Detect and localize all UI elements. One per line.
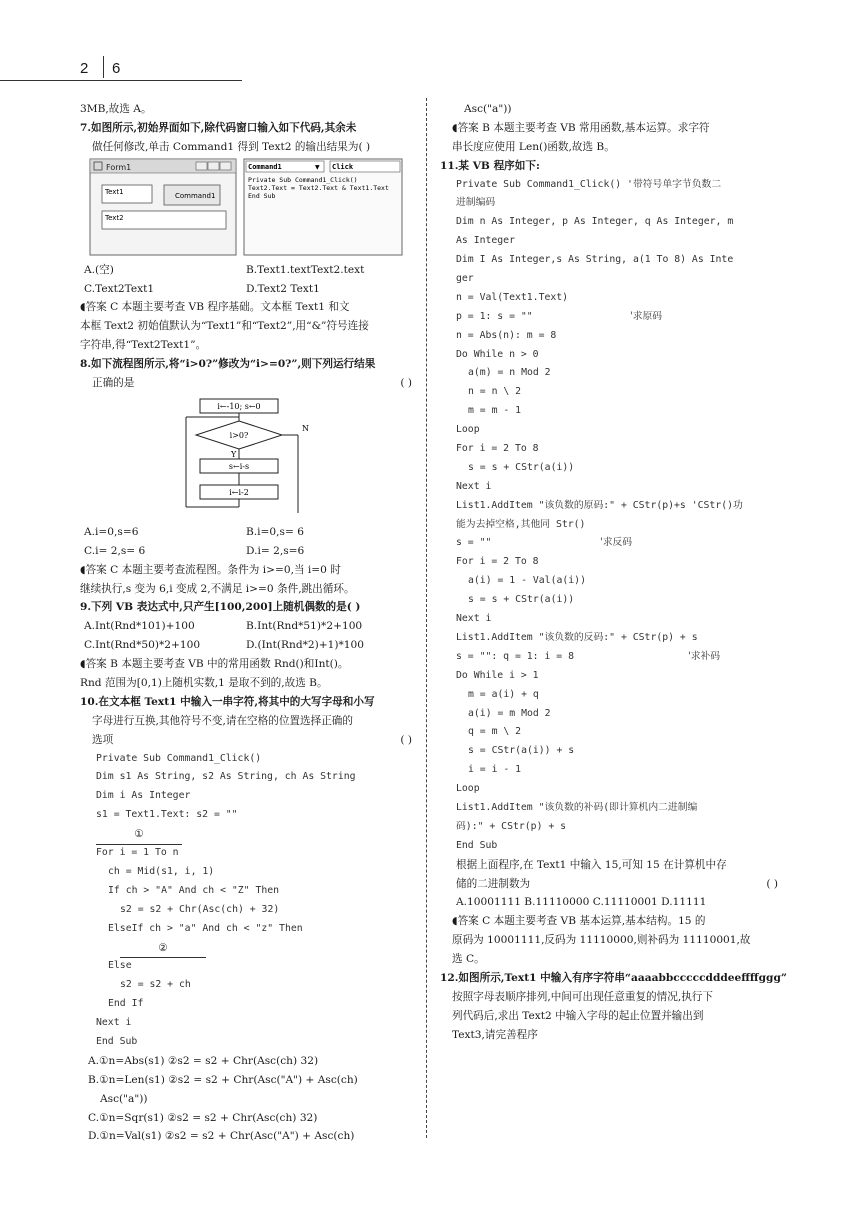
answer-line: 字符串,得“Text2Text1”。	[80, 339, 207, 352]
code-line: End Sub	[96, 1035, 138, 1047]
close-icon	[220, 162, 231, 170]
code-line: Else	[108, 960, 132, 972]
code-line: ElseIf ch > "a" And ch < "z" Then	[108, 922, 303, 934]
question-11-line: 根据上面程序,在 Text1 中输入 15,可知 15 在计算机中存	[456, 858, 727, 871]
code-line: As Integer	[456, 235, 515, 247]
vb-ide-screenshot	[80, 157, 412, 261]
option-b[interactable]: B.①n=Len(s1) ②s2 = s2 + Chr(Asc("A") + Asc(ch)	[88, 1073, 358, 1086]
svg-text:Y: Y	[231, 449, 237, 459]
option-d[interactable]: D.①n=Val(s1) ②s2 = s2 + Chr(Asc("A") + Asc(ch)	[88, 1130, 355, 1143]
code-line: End If	[108, 998, 144, 1010]
svg-text:i←i-2: i←i-2	[229, 487, 249, 497]
code-line: a(m) = n Mod 2	[468, 367, 551, 379]
blank-2[interactable]: ②	[120, 939, 206, 959]
question-7-line: 7.如图所示,初始界面如下,除代码窗口输入如下代码,其余未	[80, 121, 357, 134]
maximize-icon	[208, 162, 219, 170]
option-row	[80, 617, 412, 636]
text-line: 3MB,故选 A。	[80, 103, 152, 115]
question-12-line: 按照字母表顺序排列,中间可出现任意重复的情况,执行下	[452, 990, 713, 1003]
code-line: For i = 2 To 8	[456, 556, 539, 568]
code-line: m = m - 1	[468, 405, 522, 417]
code-line: p = 1: s = "" '求原码	[456, 310, 663, 322]
question-12-line: Text3,请完善程序	[452, 1028, 538, 1041]
option-d-continued: Asc("a"))	[464, 103, 512, 115]
answer-line: 继续执行,s 变为 6,i 变成 2,不满足 i>=0 条件,跳出循环。	[80, 582, 355, 595]
question-12-line: 12.如图所示,Text1 中输入有序字符串“aaaabbcccccdddeeffffggg”	[440, 971, 787, 984]
svg-text:i←-10; s←0: i←-10; s←0	[217, 401, 261, 411]
code-line: Next i	[456, 480, 492, 492]
code-line: s = s + CStr(a(i))	[468, 594, 575, 606]
chevron-down-icon: ▼	[315, 163, 320, 171]
option-row	[80, 261, 412, 280]
option-a[interactable]: A.i=0,s=6	[84, 525, 139, 538]
event-combo-value: Click	[332, 162, 354, 171]
question-10-line: 选项 ( )	[92, 733, 412, 746]
code-line: List1.AddItem "该负数的原码:" + CStr(p)+s 'CStr()功	[456, 499, 743, 511]
object-combo-value: Command1	[248, 162, 282, 171]
flowchart-figure	[80, 393, 412, 523]
option-c[interactable]: C.①n=Sqr(s1) ②s2 = s2 + Chr(Asc(ch) 32)	[88, 1111, 318, 1124]
code-line: Next i	[96, 1017, 132, 1029]
code-line: m = a(i) + q	[468, 688, 539, 700]
code-blank-line	[80, 825, 412, 844]
code-line: s2 = s2 + ch	[120, 979, 191, 991]
answer-line: Rnd 范围为[0,1)上随机实数,1 是取不到的,故选 B。	[80, 677, 328, 690]
code-line: Dim n As Integer, p As Integer, q As Integer, m	[456, 216, 734, 228]
answer-icon: ◖	[452, 121, 458, 134]
code-line: Private Sub Command1_Click()	[96, 752, 262, 764]
code-line: s = "" '求反码	[456, 537, 633, 549]
form-title: Form1	[106, 162, 132, 172]
option-row	[80, 542, 412, 561]
code-line: Private Sub Command1_Click()	[248, 175, 358, 184]
answer-line: ◖答案 C 本题主要考查流程图。条件为 i>=0,当 i=0 时	[80, 563, 341, 576]
code-line: q = m \ 2	[468, 726, 522, 738]
answer-icon: ◖	[80, 301, 86, 314]
code-line: Private Sub Command1_Click() '带符号单字节负数二	[456, 178, 722, 190]
question-8-line: 正确的是 ( )	[92, 377, 412, 390]
svg-text:N: N	[302, 423, 309, 433]
code-line: s1 = Text1.Text: s2 = ""	[96, 809, 238, 821]
code-line: List1.AddItem "该负数的补码(即计算机内二进制编	[456, 801, 698, 813]
svg-text:s←i-s: s←i-s	[228, 461, 250, 471]
code-line: Text2.Text = Text2.Text & Text1.Text	[248, 183, 389, 192]
question-12-line: 列代码后,求出 Text2 中输入字母的起止位置并输出到	[452, 1009, 704, 1022]
option-b[interactable]: B.Text1.textText2.text	[246, 263, 365, 276]
code-line: n = Val(Text1.Text)	[456, 291, 569, 303]
code-line: End Sub	[456, 839, 498, 851]
command1-label: Command1	[175, 191, 216, 200]
flowchart	[80, 393, 412, 523]
answer-line: ◖答案 B 本题主要考查 VB 中的常用函数 Rnd()和Int()。	[80, 658, 349, 671]
code-line: a(i) = m Mod 2	[468, 707, 551, 719]
question-9-line: 9.下列 VB 表达式中,只产生[100,200]上随机偶数的是( )	[80, 601, 361, 614]
option-d[interactable]: D.(Int(Rnd*2)+1)*100	[246, 639, 365, 652]
code-line: Loop	[456, 783, 480, 795]
code-line: s = CStr(a(i)) + s	[468, 745, 575, 757]
question-11-line: 11.某 VB 程序如下:	[440, 159, 540, 172]
text2-label: Text2	[105, 213, 124, 222]
answer-line: 选 C。	[452, 953, 485, 966]
option-b-continued: Asc("a"))	[100, 1092, 148, 1105]
answer-line: 串长度应使用 Len()函数,故选 B。	[452, 140, 615, 153]
text1-label: Text1	[105, 187, 124, 196]
question-8-line: 8.如下流程图所示,将“i>0?”修改为“i>=0?”,则下列运行结果	[80, 358, 376, 371]
code-line: ger	[456, 273, 474, 285]
code-line: ch = Mid(s1, i, 1)	[108, 865, 215, 877]
option-row	[80, 636, 412, 655]
answer-line: ◖答案 C 本题主要考查 VB 程序基础。文本框 Text1 和文	[80, 301, 350, 314]
option-row	[80, 280, 412, 299]
code-line: Next i	[456, 613, 492, 625]
code-line: List1.AddItem "该负数的反码:" + CStr(p) + s	[456, 631, 698, 643]
code-line: For i = 1 To n	[96, 847, 179, 859]
code-line: s = "": q = 1: i = 8 '求补码	[456, 650, 721, 662]
answer-line: 本框 Text2 初始值默认为“Text1”和“Text2”,用“&”符号连接	[80, 320, 369, 333]
code-line: Do While i > 1	[456, 669, 539, 681]
code-line: n = Abs(n): m = 8	[456, 329, 557, 341]
question-7-line: 做任何修改,单击 Command1 得到 Text2 的输出结果为( )	[92, 140, 371, 153]
option-d[interactable]: D.Text2 Text1	[246, 282, 320, 295]
option-c[interactable]: C.Text2Text1	[84, 282, 155, 295]
code-line: n = n \ 2	[468, 386, 522, 398]
option-row[interactable]: A.10001111 B.11110000 C.11110001 D.11111	[456, 896, 707, 909]
question-10-line: 字母进行互换,其他符号不变,请在空格的位置选择正确的	[92, 714, 353, 727]
code-line: If ch > "A" And ch < "Z" Then	[108, 884, 280, 896]
option-a[interactable]: A.Int(Rnd*101)+100	[84, 620, 195, 633]
code-line: Dim I As Integer,s As String, a(1 To 8) As Inte	[456, 254, 734, 266]
code-line: 能为去掉空格,其他同 Str()	[456, 518, 586, 530]
question-10-line: 10.在文本框 Text1 中输入一串字符,将其中的大写字母和小写	[80, 695, 375, 708]
option-c[interactable]: C.Int(Rnd*50)*2+100	[84, 639, 201, 652]
section-number: 6	[112, 60, 121, 77]
code-line: 进制编码	[456, 197, 496, 209]
code-line: a(i) = 1 - Val(a(i))	[468, 575, 586, 587]
page-number: 2	[80, 60, 89, 77]
answer-line: 原码为 10001111,反码为 11110000,则补码为 11110001,故	[452, 934, 751, 947]
answer-icon: ◖	[452, 915, 458, 928]
answer-icon: ◖	[80, 658, 86, 671]
left-column	[80, 100, 412, 1146]
code-line: Dim s1 As String, s2 As String, ch As String	[96, 771, 356, 783]
option-d[interactable]: D.i= 2,s=6	[246, 544, 305, 557]
question-11-line: 储的二进制数为 ( )	[456, 877, 778, 890]
code-line: s2 = s2 + Chr(Asc(ch) + 32)	[120, 903, 280, 915]
code-line: Dim i As Integer	[96, 790, 191, 802]
header-separator	[103, 56, 104, 78]
code-line: s = s + CStr(a(i))	[468, 461, 575, 473]
option-a[interactable]: A.①n=Abs(s1) ②s2 = s2 + Chr(Asc(ch) 32)	[88, 1054, 319, 1067]
option-a[interactable]: A.(空)	[84, 263, 114, 276]
code-line: Do While n > 0	[456, 348, 539, 360]
answer-icon: ◖	[80, 563, 86, 576]
blank-1[interactable]: ①	[96, 825, 182, 845]
answer-line: ◖答案 B 本题主要考查 VB 常用函数,基本运算。求字符	[452, 121, 710, 134]
code-line: For i = 2 To 8	[456, 443, 539, 455]
header-rule	[0, 80, 242, 81]
code-line: 码):" + CStr(p) + s	[456, 820, 567, 832]
code-line: i = i - 1	[468, 764, 522, 776]
option-row	[80, 523, 412, 542]
answer-line: ◖答案 C 本题主要考查 VB 基本运算,基本结构。15 的	[452, 915, 706, 928]
vb-form-figure	[80, 157, 412, 261]
svg-text:i>0?: i>0?	[229, 430, 249, 440]
code-line: Loop	[456, 424, 480, 436]
column-divider	[426, 98, 427, 1138]
option-c[interactable]: C.i= 2,s= 6	[84, 544, 146, 557]
right-column	[440, 100, 787, 1045]
minimize-icon	[196, 162, 207, 170]
code-line: End Sub	[248, 191, 276, 200]
option-b[interactable]: B.i=0,s= 6	[246, 525, 304, 538]
code-blank-line	[80, 939, 412, 958]
option-b[interactable]: B.Int(Rnd*51)*2+100	[246, 620, 363, 633]
